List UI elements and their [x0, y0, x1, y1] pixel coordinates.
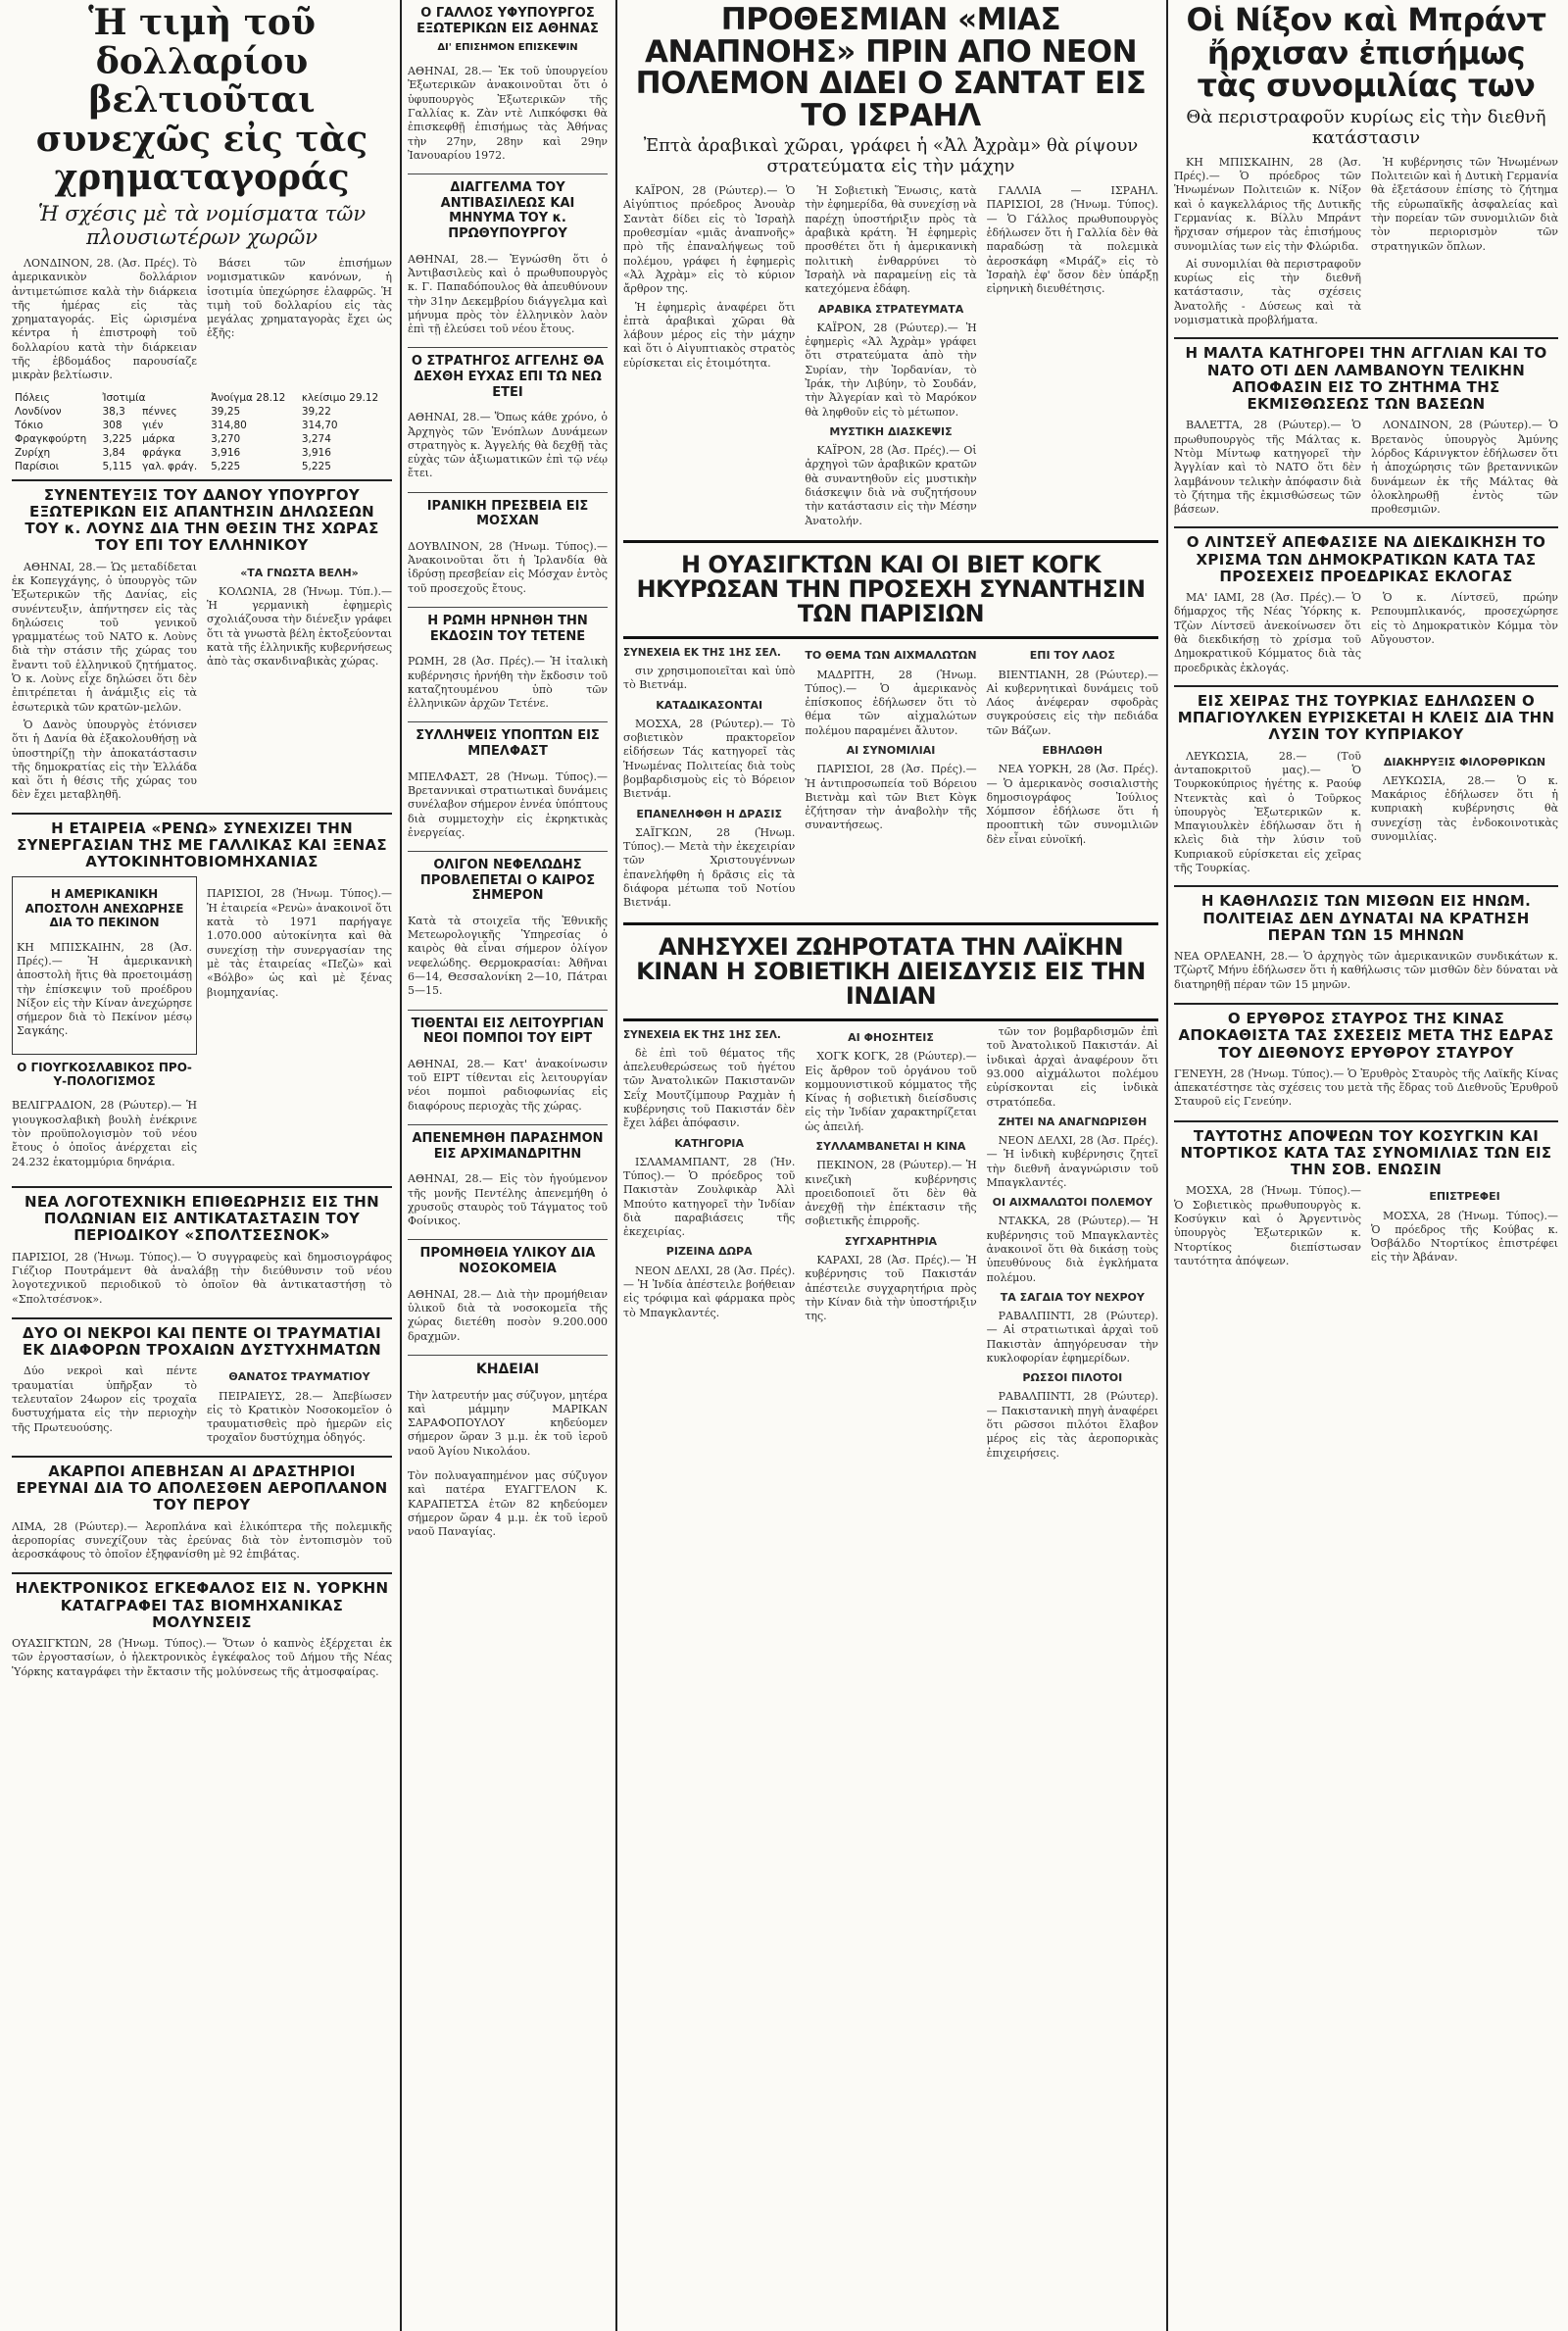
- malta-article: [1174, 345, 1558, 521]
- table-cell: 39,22: [301, 405, 331, 418]
- article-text: ΛΟΝΔΙΝΟΝ, 28. (Ἀσ. Πρές). Τὸ ἀμερικανικὸν δολλάριον ἀντιμετώπισε καλὰ τὴν διάρκεια τῆς ἡμέρας εἰς τὰς χρηματαγοράς. Εἰς ὡρισμένα κέντρα ἡ ἐπιστροφὴ τοῦ δολλαρίου κατὰ τὴν διάρκειαν τῆς ἑβδομάδος παρουσίαζε μικρὰν βελτίωσιν.: [12, 256, 197, 382]
- dollar-article: [12, 4, 392, 473]
- funeral-notice: Τὴν λατρευτήν μας σύζυγον, μητέρα καὶ μάμμην ΜΑΡΙΚΑΝ ΣΑΡΑΦΟΠΟΥΛΟΥ κηδεύομεν σήμερον ὥραν 3 μ.μ. ἐκ τοῦ ἱεροῦ ναοῦ Ἁγίου Νικολάου.: [408, 1388, 608, 1458]
- article-text: Ἡ ἐφημερὶς ἀναφέρει ὅτι ἐπτὰ ἀραβικαὶ χῶραι θὰ λάβουν μέρος εἰς τὴν μάχην καὶ ὅτι ὁ Αἰγυπτιακὸς στρατὸς εὑρίσκεται εἰς ἑτοιμότητα.: [623, 300, 796, 370]
- table-cell: 3,916: [301, 446, 331, 459]
- section-subheading: ΤΟ ΘΕΜΑ ΤΩΝ ΑΙΧΜΑΛΩΤΩΝ: [805, 649, 977, 663]
- article-text: ΜΠΕΛΦΑΣΤ, 28 (Ἡνωμ. Τύπος).— Βρεταννικαὶ στρατιωτικαὶ δυνάμεις συνέλαβον σήμερον ἐννέα ὑπόπτους διὰ συμμετοχὴν εἰς ἐκρηκτικὰς ἐνεργείας.: [408, 769, 608, 839]
- transmitters-article: [408, 1017, 608, 1114]
- table-row: [12, 432, 392, 446]
- article-text: δὲ ἐπὶ τοῦ θέματος τῆς ἀπελευθερώσεως τοῦ ἡγέτου τῶν Ἀνατολικῶν Πακιστανῶν Σεΐχ Μουτζίμπουρ Ραχμὰν ἡ κυβέρνησις τοῦ Πακιστάν δὲν ἔχει λάβει ἀπόφασιν.: [623, 1046, 796, 1130]
- table-cell: 3,84: [102, 446, 125, 459]
- table-row: [12, 446, 392, 460]
- section-subheading: ΑΙ ΦΗΟΣΗΤΕΙΣ: [848, 1031, 934, 1045]
- article-text: ΛΟΝΔΙΝΟΝ, 28 (Ρώυτερ).— Ὁ Βρετανὸς ὑπουργὸς Ἀμύνης λόρδος Κάρινγκτον ἐδήλωσεν ὅτι ἡ ἀποχώρησις τῶν βρεταννικῶν δυνάμεων ἐκ τῆς Μάλτας θὰ ὁλοκληρωθῇ ἐντὸς τῶν προθεσμιῶν.: [1371, 419, 1558, 517]
- article-text: ΒΕΛΙΓΡΑΔΙΟΝ, 28 (Ρώυτερ).— Ἡ γιουγκοσλαβικὴ βουλὴ ἐνέκρινε τὸν προϋπολογισμὸν τοῦ νέου ἔτους ὁ ὁποῖος ἀνέρχεται εἰς 24.232 ἑκατομμύρια δηνάρια.: [12, 1099, 197, 1168]
- article-subheadline: Θὰ περιστραφοῦν κυρίως εἰς τὴν διεθνῆ κατάστασιν: [1186, 106, 1546, 148]
- table-cell: 3,270: [211, 432, 241, 445]
- article-text: ΠΕΙΡΑΙΕΥΣ, 28.— Ἀπεβίωσεν εἰς τὸ Κρατικὸν Νοσοκομεῖον ὁ τραυματισθεὶς πρὸ ἡμερῶν εἰς τροχαῖον δυστύχημα ὁδηγός.: [207, 1389, 392, 1445]
- article-text: ΚΟΛΩΝΙΑ, 28 (Ἡνωμ. Τύπ.).— Ἡ γερμανικὴ ἐφημερὶς σχολιάζουσα τὴν διένεξιν γράφει ὅτι τὰ γνωστὰ βέλη ἐκτοξεύονται κατὰ τῆς ἑλληνικῆς κυβερνήσεως ἀπὸ τὰς σκανδιναβικὰς χώρας.: [207, 584, 392, 669]
- article-text: ΛΕΥΚΩΣΙΑ, 28.— Ὁ κ. Μακάριος ἐδήλωσεν ὅτι ἡ κυπριακὴ κυβέρνησις θὰ συνεχίσῃ τὰς ἐνδοκοινοτικὰς συνομιλίας.: [1371, 773, 1558, 844]
- article-text: ΑΘΗΝΑΙ, 28.— Κατ' ἀνακοίνωσιν τοῦ ΕΙΡΤ τίθενται εἰς λειτουργίαν νέοι πομποὶ ραδιοφωνίας εἰς διαφόρους περιοχὰς τῆς χώρας.: [408, 1057, 608, 1113]
- column-1: [12, 0, 392, 2331]
- article-text: ΠΑΡΙΣΙΟΙ, 28 (Ἡνωμ. Τύπος).— Ἡ ἑταιρεία «Ρενὼ» ἀνακοινοῖ ὅτι κατὰ τὸ 1971 παρήγαγε 1.070.000 αὐτοκίνητα καὶ θὰ συνεχίσῃ τὴν συνεργασίαν της μὲ τὰς ἑταιρείας «Πεζὼ» καὶ «Βόλβο» ὡς καὶ μὲ ξένας βιομηχανίας.: [207, 887, 392, 999]
- section-subheading: ΤΑ ΣΑΓΔΙΑ ΤΟΥ ΝΕΧΡΟΥ: [1000, 1290, 1145, 1304]
- table-row: [12, 460, 392, 473]
- article-headline: ΠΡΟΜΗΘΕΙΑ ΥΛΙΚΟΥ ΔΙΑ ΝΟΣΟΚΟΜΕΙΑ: [419, 1246, 596, 1277]
- article-headline: Ο ΛΙΝΤΣΕΫ ΑΠΕΦΑΣΙΣΕ ΝΑ ΔΙΕΚΔΙΚΗΣΗ ΤΟ ΧΡΙΣΜΑ ΤΩΝ ΔΗΜΟΚΡΑΤΙΚΩΝ ΚΑΤΑ ΤΑΣ ΠΡΟΣΕΧΕΙΣ ΠΡΟΕΔΡΙΚΑΣ ΕΚΛΟΓΑΣ: [1186, 533, 1546, 585]
- article-text: ΠΑΡΙΣΙΟΙ, 28 (Ἡνωμ. Τύπος).— Ὁ συγγραφεὺς καὶ δημοσιογράφος Γιέζιορ Πουτράμεντ θὰ ἀναλάβῃ τὴν διεύθυνσιν τοῦ νέου λογοτεχνικοῦ περιοδικοῦ τὸ ὁποῖον θὰ ἀντικαταστήσῃ τὸ «Σπολτσέσνοκ».: [12, 1250, 392, 1306]
- hospitals-article: [408, 1246, 608, 1343]
- article-text: ΚΑΡΑΧΙ, 28 (Ἀσ. Πρές).— Ἡ κυβέρνησις τοῦ Πακιστάν ἀπέστειλε συγχαρητήρια πρὸς τὴν Κίναν διὰ τὴν ὑποστήριξιν της.: [805, 1253, 977, 1323]
- article-headline: ΔΙΑΓΓΕΛΜΑ ΤΟΥ ΑΝΤΙΒΑΣΙΛΕΩΣ ΚΑΙ ΜΗΝΥΜΑ ΤΟΥ κ. ΠΡΩΘΥΠΟΥΡΓΟΥ: [440, 180, 575, 242]
- table-cell: μάρκα: [142, 432, 175, 445]
- section-subheading: ΕΠΑΝΕΛΗΦΘΗ Η ΔΡΑΣΙΣ: [636, 807, 782, 820]
- section-subheading: ΡΩΣΣΟΙ ΠΙΛΟΤΟΙ: [1022, 1371, 1123, 1385]
- column-rule: [615, 0, 617, 2331]
- salaries-article: [1174, 893, 1558, 992]
- article-text: Ὁ Δανὸς ὑπουργὸς ἐτόνισεν ὅτι ἡ Δανία θὰ ἐξακολουθήσῃ νὰ ὑποστηρίζῃ τὴν ἀποκατάστασιν τῆς δημοκρατίας εἰς τὴν Ἑλλάδα καὶ ὅτι ἡ θέσις τῆς χώρας του δὲν ἔχει μεταβληθῆ.: [12, 718, 197, 802]
- weather-article: [408, 858, 608, 999]
- table-cell: 5,225: [301, 460, 331, 472]
- wishes-article: [408, 354, 608, 480]
- exchange-rate-table: [12, 391, 392, 473]
- article-text: Ἡ Σοβιετικὴ Ἕνωσις, κατὰ τὴν ἐφημερίδα, θὰ συνεχίσῃ νὰ παρέχῃ ὑποστήριξιν πρὸς τὰ ἀραβικὰ κράτη. Ἡ ἐφημερὶς προσθέτει ὅτι ἡ ἀμερικανικὴ πολιτικὴ ἐνθαρρύνει τὸ Ἰσραὴλ νὰ παραμείνῃ εἰς τὰ κατεχόμενα ἐδάφη.: [805, 184, 977, 296]
- article-headline: Η ΕΤΑΙΡΕΙΑ «ΡΕΝΩ» ΣΥΝΕΧΙΖΕΙ ΤΗΝ ΣΥΝΕΡΓΑΣΙΑΝ ΤΗΣ ΜΕ ΓΑΛΛΙΚΑΣ ΚΑΙ ΞΕΝΑΣ ΑΥΤΟΚΙΝΗΤΟΒΙΟΜΗΧΑΝΙΑΣ: [17, 818, 387, 871]
- table-row: [12, 419, 392, 432]
- section-subheading: ΕΒΗΛΩΘΗ: [1042, 744, 1103, 758]
- table-cell: 5,115: [102, 460, 132, 472]
- article-headline: ΑΚΑΡΠΟΙ ΑΠΕΒΗΣΑΝ ΑΙ ΔΡΑΣΤΗΡΙΟΙ ΕΡΕΥΝΑΙ ΔΙΑ ΤΟ ΑΠΟΛΕΣΘΕΝ ΑΕΡΟΠΛΑΝΟΝ ΤΟΥ ΠΕΡΟΥ: [16, 1462, 388, 1514]
- section-heading: ΚΗΔΕΙΑΙ: [475, 1361, 540, 1377]
- sadat-article: [623, 4, 1158, 532]
- article-headline: ΤΑΥΤΟΤΗΣ ΑΠΟΨΕΩΝ ΤΟΥ ΚΟΣΥΓΚΙΝ ΚΑΙ ΝΤΟΡΤΙΚΟΣ ΚΑΤΑ ΤΑΣ ΣΥΝΟΜΙΛΙΑΣ ΤΩΝ ΕΙΣ ΤΗΝ ΣΟΒ. ΕΝΩΣΙΝ: [1180, 1126, 1552, 1179]
- table-header: Πόλεις: [15, 391, 50, 404]
- article-text: ΡΑΒΑΛΠΙΝΤΙ, 28 (Ρώυτερ).— Πακιστανικὴ πηγὴ ἀναφέρει ὅτι ρῶσσοι πιλότοι ἔλαβον μέρος εἰς τὰς ἀεροπορικὰς ἐπιχειρήσεις.: [986, 1390, 1158, 1460]
- article-text: ΝΕΑ ΥΟΡΚΗ, 28 (Ἀσ. Πρές).— Ὁ ἀμερικανὸς σοσιαλιστὴς δημοσιογράφος Ἰούλιος Χόμπσον ἐδήλωσε ὅτι ἡ προοπτικὴ τῶν συνομιλιῶν δὲν εἶναι εὐνοϊκή.: [986, 763, 1158, 846]
- rome-article: [408, 614, 608, 711]
- article-headline: Οἱ Νίξον καὶ Μπράντ ἤρχισαν ἐπισήμως τὰς συνομιλίας των: [1186, 1, 1546, 105]
- section-subheading: ΜΥΣΤΙΚΗ ΔΙΑΣΚΕΨΙΣ: [829, 424, 953, 438]
- article-text: ΒΑΛΕΤΤΑ, 28 (Ρώυτερ).— Ὁ πρωθυπουργὸς τῆς Μάλτας κ. Ντὸμ Μίντωφ κατηγορεῖ τὴν Ἀγγλίαν καὶ τὸ ΝΑΤΟ ὅτι δὲν λαμβάνουν τελικὴν ἀπόφασιν διὰ τὸ ζήτημα τῆς ἐκμισθώσεως τῶν βάσεων.: [1174, 419, 1361, 517]
- poland-article: [12, 1194, 392, 1307]
- article-text: ΚΑΪΡΟΝ, 28 (Ἀσ. Πρές).— Οἱ ἀρχηγοὶ τῶν ἀραβικῶν κρατῶν θὰ συναντηθοῦν εἰς μυστικὴν διάσκεψιν διὰ νὰ συζητήσουν τὴν κατάστασιν εἰς τὴν Μέσην Ἀνατολήν.: [805, 444, 977, 527]
- article-text: ΔΟΥΒΛΙΝΟΝ, 28 (Ἡνωμ. Τύπος).— Ἀνακοινοῦται ὅτι ἡ Ἰρλανδία θὰ ἱδρύσῃ πρεσβείαν εἰς Μόσχαν ἐντὸς τοῦ προσεχοῦς ἔτους.: [408, 539, 608, 595]
- table-cell: 3,274: [301, 432, 331, 445]
- renault-article: [12, 820, 392, 1180]
- table-cell: Τόκιο: [15, 419, 44, 431]
- article-text: ΑΘΗΝΑΙ, 28.— Ἐγνώσθη ὅτι ὁ Ἀντιβασιλεὺς καὶ ὁ πρωθυπουργὸς κ. Γ. Παπαδόπουλος θὰ ἀπευθύνουν τὴν 31ην Δεκεμβρίου διάγγελμα καὶ μήνυμα πρὸς τὸν ἑλληνικὸν λαὸν ἐπὶ τῇ ἐλεύσει τοῦ νέου ἔτους.: [408, 252, 608, 336]
- article-text: Δύο νεκροὶ καὶ πέντε τραυματίαι ὑπῆρξαν τὸ τελευταῖον 24ωρον εἰς τροχαῖα δυστυχήματα εἰς τὴν περιοχὴν τῆς Πρωτευούσης.: [12, 1364, 197, 1434]
- article-text: ΜΟΣΧΑ, 28 (Ἡνωμ. Τύπος).— Ὁ πρόεδρος τῆς Κούβας κ. Ὀσβάλδο Ντορτίκος ἐπιστρέφει εἰς τὴν Ἀβάναν.: [1371, 1209, 1558, 1265]
- lindsay-article: [1174, 534, 1558, 679]
- article-text: Ἡ κυβέρνησις τῶν Ἡνωμένων Πολιτειῶν καὶ ἡ Δυτικὴ Γερμανία θὰ ἐξετάσουν ἐπίσης τὸ ζήτημα τῆς εὐρωπαϊκῆς ἀσφαλείας καὶ τὴν πορείαν τῶν συνομιλιῶν διὰ τὸν περιορισμὸν τῶν στρατηγικῶν ὅπλων.: [1371, 155, 1558, 253]
- article-headline: Η ΜΑΛΤΑ ΚΑΤΗΓΟΡΕΙ ΤΗΝ ΑΓΓΛΙΑΝ ΚΑΙ ΤΟ ΝΑΤΟ ΟΤΙ ΔΕΝ ΛΑΜΒΑΝΟΥΝ ΤΕΛΙΚΗΝ ΑΠΟΦΑΣΙΝ ΕΙΣ ΤΟ ΖΗΤΗΜΑ ΤΗΣ ΕΚΜΙΣΘΩΣΕΩΣ ΤΩΝ ΒΑΣΕΩΝ: [1185, 344, 1547, 414]
- article-headline: Ἡ τιμὴ τοῦ δολλαρίου βελτιοῦται συνεχῶς εἰς τὰς χρηματαγοράς: [35, 2, 368, 199]
- article-headline: ΝΕΑ ΛΟΓΟΤΕΧΝΙΚΗ ΕΠΙΘΕΩΡΗΣΙΣ ΕΙΣ ΤΗΝ ΠΟΛΩΝΙΑΝ ΕΙΣ ΑΝΤΙΚΑΤΑΣΤΑΣΙΝ ΤΟΥ ΠΕΡΙΟΔΙΚΟΥ «ΣΠΟΛΤΣΕΣΝΟΚ»: [24, 1192, 379, 1245]
- article-text: ΑΘΗΝΑΙ, 28.— Ὡς μεταδίδεται ἐκ Κοπεγχάγης, ὁ ὑπουργὸς τῶν Ἐξωτερικῶν τῆς Δανίας, εἰς συνέντευξιν, ἀπήντησεν εἰς τὰς δηλώσεις τοῦ γενικοῦ γραμματέως τοῦ ΝΑΤΟ κ. Λοὺνς διὰ τὴν στάσιν τῆς χώρας του ἔναντι τοῦ ἑλληνικοῦ ζητήματος. Ὁ κ. Λοὺνς εἶχε δηλώσει ὅτι δὲν ἐπιτρέπεται ἡ ἀνάμιξις εἰς τὰ ἐσωτερικὰ τῶν κρατῶν-μελῶν.: [12, 560, 197, 714]
- article-headline: ΑΝΗΣΥΧΕΙ ΖΩΗΡΟΤΑΤΑ ΤΗΝ ΛΑΪΚΗΝ ΚΙΝΑΝ Η ΣΟΒΙΕΤΙΚΗ ΔΙΕΙΣΔΥΣΙΣ ΕΙΣ ΤΗΝ ΙΝΔΙΑΝ: [636, 932, 1146, 1010]
- india-article: [623, 922, 1158, 1022]
- article-text: ΝΕΟΝ ΔΕΛΧΙ, 28 (Ἀσ. Πρές).— Ἡ ἰνδικὴ κυβέρνησις ζητεῖ τὴν διεθνῆ ἀναγνώρισιν τοῦ Μπαγκλαντές.: [986, 1134, 1158, 1189]
- article-text: ΑΘΗΝΑΙ, 28.— Ἐκ τοῦ ὑπουργείου Ἐξωτερικῶν ἀνακοινοῦται ὅτι ὁ ὑφυπουργὸς Ἐξωτερικῶν τῆς Γαλλίας κ. Ζὰν ντὲ Λιπκόφσκι θὰ ἐπισκεφθῇ ἐπισήμως τὰς Ἀθήνας τὴν 27ην, 28ην καὶ 29ην Ἰανουαρίου 1972.: [408, 65, 608, 162]
- table-cell: 3,916: [211, 446, 241, 459]
- section-subheading: ΑΙ ΣΥΝΟΜΙΛΙΑΙ: [846, 744, 936, 758]
- continuation-label: ΣΥΝΕΧΕΙΑ ΕΚ ΤΗΣ 1ΗΣ ΣΕΛ.: [623, 647, 781, 660]
- section-subheading: ΑΡΑΒΙΚΑ ΣΤΡΑΤΕΥΜΑΤΑ: [817, 302, 964, 316]
- section-subheading: ΚΑΤΗΓΟΡΙΑ: [674, 1136, 745, 1150]
- article-headline: Η ΡΩΜΗ ΗΡΝΗΘΗ ΤΗΝ ΕΚΔΟΣΙΝ ΤΟΥ ΤΕΤΕΝΕ: [427, 614, 588, 644]
- section-subheading: ΔΙΑΚΗΡΥΞΙΣ ΦΙΛΟΡΘΡΙΚΩΝ: [1383, 755, 1546, 769]
- article-text: Βάσει τῶν ἐπισήμων νομισματικῶν κανόνων, ἡ ἰσοτιμία ὑπεχώρησε ἐλαφρῶς. Ἡ τιμὴ τοῦ δολλαρίου εἰς τὰς μεγάλας χρηματαγορὰς ἔχει ὡς ἑξῆς:: [207, 256, 392, 340]
- funerals-section: [408, 1362, 608, 1540]
- article-text: ΙΣΛΑΜΑΜΠΑΝΤ, 28 (Ἡν. Τύπος).— Ὁ πρόεδρος τοῦ Πακιστὰν Ζουλφικὰρ Ἀλὶ Μπούτο κατηγορεῖ τὴν Ἰνδίαν διὰ παραβιάσεις τῆς ἐκεχειρίας.: [623, 1155, 796, 1239]
- column-rule: [400, 0, 402, 2331]
- table-cell: πέννες: [142, 405, 177, 418]
- cyprus-article: [1174, 693, 1558, 879]
- section-subheading: ΚΑΤΑΔΙΚΑΣΟΝΤΑΙ: [656, 698, 763, 712]
- article-text: ΝΕΟΝ ΔΕΛΧΙ, 28 (Ἀσ. Πρές).— Ἡ Ἰνδία ἀπέστειλε βοήθειαν εἰς τρόφιμα καὶ φάρμακα πρὸς τὸ Μπαγκλαντές.: [623, 1264, 796, 1319]
- table-cell: Φραγκφούρτη: [15, 432, 87, 445]
- nixon-brandt-article: [1174, 1, 1558, 331]
- section-subheading: ΖΗΤΕΙ ΝΑ ΑΝΑΓΝΩΡΙΣΘΗ: [998, 1115, 1148, 1128]
- continuation-label: ΣΥΝΕΧΕΙΑ ΕΚ ΤΗΣ 1ΗΣ ΣΕΛ.: [623, 1029, 781, 1042]
- section-subheading: ΘΑΝΑΤΟΣ ΤΡΑΥΜΑΤΙΟΥ: [228, 1370, 370, 1384]
- archimandrite-article: [408, 1131, 608, 1228]
- article-text: ΛΙΜΑ, 28 (Ρώυτερ).— Ἀεροπλάνα καὶ ἑλικόπτερα τῆς πολεμικῆς ἀεροπορίας συνεχίζουν τὰς ἐρεύνας διὰ τὸν ἐντοπισμὸν τοῦ ἀεροσκάφους τὸ ὁποῖον ἐξηφανίσθη μὲ 92 ἐπιβάτας.: [12, 1519, 392, 1562]
- article-subheadline: Ἡ σχέσις μὲ τὰ νομίσματα τῶν πλουσιωτέρων χωρῶν: [37, 201, 367, 249]
- section-subheading: ΣΥΛΛΑΜΒΑΝΕΤΑΙ Η ΚΙΝΑ: [815, 1140, 966, 1154]
- article-text: ΜΟΣΧΑ, 28 (Ρώυτερ).— Τὸ σοβιετικὸν πρακτορεῖον εἰδήσεων Τάς κατηγορεῖ τὰς Ἡνωμένας Πολιτείας διὰ τοὺς βομβαρδισμοὺς εἰς τὸ Βόρειον Βιετνάμ.: [623, 717, 796, 801]
- article-text: ΚΑΪΡΟΝ, 28 (Ρώυτερ).— Ἡ ἐφημερὶς «Ἀλ Ἀχρὰμ» γράφει ὅτι στρατεύματα ἀπὸ τὴν Συρίαν, τὴν Ἰορδανίαν, τὸ Ἰράκ, τὴν Λιβύην, τὸ Σουδάν, τὴν Ἀλγερίαν καὶ τὸ Μαρόκον θὰ ληφθοῦν εἰς τὸ μέτωπον.: [805, 321, 977, 419]
- table-header: Ἰσοτιμία: [102, 391, 146, 404]
- section-subheading: ΕΠΙ ΤΟΥ ΛΑΟΣ: [1029, 649, 1115, 663]
- article-text: ΛΕΥΚΩΣΙΑ, 28.— (Τοῦ ἀνταποκριτοῦ μας).— Ὁ Τουρκοκύπριος ἡγέτης κ. Ραούφ Ντενκτὰς καὶ ὁ Τοῦρκος ὑπουργὸς Ἐξωτερικῶν κ. Μπαγιουλκὲν ἐδήλωσαν ὅτι ἡ κλεὶς διὰ τὴν λύσιν τοῦ Κυπριακοῦ εὑρίσκεται εἰς χεῖρας τῆς Τουρκίας.: [1174, 749, 1361, 875]
- table-cell: 39,25: [211, 405, 241, 418]
- article-text: ΣΑΪΓΚΩΝ, 28 (Ἡνωμ. Τύπος).— Μετὰ τὴν ἐκεχειρίαν τῶν Χριστουγέννων ἐπανελήφθη ἡ δρᾶσις εἰς τὰ διάφορα μέτωπα τοῦ Νοτίου Βιετνάμ.: [623, 825, 796, 910]
- article-text: ΠΑΡΙΣΙΟΙ, 28 (Ἀσ. Πρές).— Ἡ ἀντιπροσωπεία τοῦ Βόρειου Βιετνὰμ καὶ τῶν Βιετ Κὸγκ ἐζήτησαν τὴν ἀναβολὴν τῆς συναντήσεως.: [805, 763, 977, 832]
- table-cell: Λονδίνον: [15, 405, 62, 418]
- article-text: ΚΗ ΜΠΙΣΚΑΙΗΝ, 28 (Ἀσ. Πρές).— Ὁ πρόεδρος τῶν Ἡνωμένων Πολιτειῶν κ. Νίξον καὶ ὁ καγκελλάριος τῆς Δυτικῆς Γερμανίας κ. Βίλλυ Μπράντ ἤρχισαν σήμερον τὰς ἐπισήμους συνομιλίας των εἰς τὴν Φλώριδα.: [1174, 155, 1361, 253]
- danish-minister-article: [12, 487, 392, 807]
- table-header: κλείσιμο 29.12: [301, 391, 379, 404]
- article-headline: ΕΙΣ ΧΕΙΡΑΣ ΤΗΣ ΤΟΥΡΚΙΑΣ ΕΔΗΛΩΣΕΝ Ο ΜΠΑΓΙΟΥΛΚΕΝ ΕΥΡΙΣΚΕΤΑΙ Η ΚΛΕΙΣ ΔΙΑ ΤΗΝ ΛΥΣΙΝ ΤΟΥ ΚΥΠΡΙΑΚΟΥ: [1177, 691, 1555, 744]
- column-3: [623, 0, 1158, 2331]
- article-headline: ΤΙΘΕΝΤΑΙ ΕΙΣ ΛΕΙΤΟΥΡΓΙΑΝ ΝΕΟΙ ΠΟΜΠΟΙ ΤΟΥ ΕΙΡΤ: [411, 1016, 605, 1047]
- article-text: ΜΑΔΡΙΤΗ, 28 (Ἡνωμ. Τύπος).— Ὁ ἀμερικανὸς ἐπίσκοπος ἐδήλωσεν ὅτι τὸ θέμα τῶν αἰχμαλώτων πολέμου παραμένει ἄλυτον.: [805, 668, 977, 737]
- table-row: [12, 405, 392, 419]
- article-text: ΓΑΛΛΙΑ — ΙΣΡΑΗΛ. ΠΑΡΙΣΙΟΙ, 28 (Ἡνωμ. Τύπος).— Ὁ Γάλλος πρωθυπουργὸς ἐδήλωσεν ὅτι ἡ Γαλλία δὲν θὰ παραδώσῃ τὰ πολεμικὰ ἀεροσκάφη «Μιράζ» εἰς τὸ Ἰσραὴλ ἐφ' ὅσον δὲν ὑπάρξῃ εἰρηνικὴ διευθέτησις.: [986, 184, 1158, 296]
- article-headline: ΑΠΕΝΕΜΗΘΗ ΠΑΡΑΣΗΜΟΝ ΕΙΣ ΑΡΧΙΜΑΝΔΡΙΤΗΝ: [412, 1131, 604, 1162]
- decree-article: [408, 180, 608, 336]
- article-text: ΝΕΑ ΟΡΛΕΑΝΗ, 28.— Ὁ ἀρχηγὸς τῶν ἀμερικανικῶν συνδικάτων κ. Τζὼρτζ Μήνυ ἐδήλωσεν ὅτι ἡ καθήλωσις τῶν μισθῶν δὲν δύναται νὰ διατηρηθῇ πέραν τῶν 15 μηνῶν.: [1174, 950, 1558, 991]
- article-headline: Η ΟΥΑΣΙΓΚΤΩΝ ΚΑΙ ΟΙ ΒΙΕΤ ΚΟΓΚ ΗΚΥΡΩΣΑΝ ΤΗΝ ΠΡΟΣΕΧΗ ΣΥΝΑΝΤΗΣΙΝ ΤΩΝ ΠΑΡΙΣΙΩΝ: [636, 550, 1146, 628]
- column-4: [1174, 0, 1558, 2331]
- article-text: ΧΟΓΚ ΚΟΓΚ, 28 (Ρώυτερ).— Εἰς ἄρθρον τοῦ ὀργάνου τοῦ κομμουνιστικοῦ κόμματος τῆς Κίνας ἡ σοβιετικὴ διείσδυσις εἰς τὴν Ἰνδίαν χαρακτηρίζεται ὡς ἀπειλή.: [805, 1050, 977, 1133]
- table-cell: Ζυρίχη: [15, 446, 51, 459]
- column-2: [408, 0, 608, 2331]
- article-text: ΚΗ ΜΠΙΣΚΑΙΗΝ, 28 (Ἀσ. Πρές).— Ἡ ἀμερικανικὴ ἀποστολὴ ἥτις θὰ προετοιμάσῃ τὴν ἐπίσκεψιν τοῦ προέδρου Νίξον εἰς τὴν Κίναν ἀνεχώρησε σήμερον διὰ τὸ Πεκίνον μέσῳ Σαγκάης.: [17, 940, 192, 1038]
- table-cell: 3,225: [102, 432, 132, 445]
- article-kicker: ΔΙ' ΕΠΙΣΗΜΟΝ ΕΠΙΣΚΕΨΙΝ: [437, 42, 578, 54]
- kosygin-article: [1174, 1128, 1558, 1273]
- article-text: ΜΟΣΧΑ, 28 (Ἡνωμ. Τύπος).— Ὁ Σοβιετικὸς πρωθυπουργὸς κ. Κοσύγκιν καὶ ὁ Ἀργεντινὸς ὑπουργὸς Ἐξωτερικῶν κ. Ντορτίκος διεπίστωσαν ταυτότητα ἀπόψεων.: [1174, 1184, 1361, 1267]
- article-text: ΡΩΜΗ, 28 (Ἀσ. Πρές).— Ἡ ἰταλικὴ κυβέρνησις ἠρνήθη τὴν ἔκδοσιν τοῦ καταζητουμένου ὑπὸ τῶν ἑλληνικῶν ἀρχῶν Τετένε.: [408, 655, 608, 711]
- section-subheading: ΡΙΖΕΙΝΑ ΔΩΡΑ: [665, 1245, 753, 1259]
- article-text: Ὁ κ. Λίντσεϋ, πρώην Ρεπουμπλικανός, προσεχώρησε εἰς τὸ Δημοκρατικὸν Κόμμα τὸν Αὔγουστον.: [1371, 591, 1558, 647]
- french-minister-article: [408, 6, 608, 163]
- article-text: ΓΕΝΕΥΗ, 28 (Ἡνωμ. Τύπος).— Ὁ Ἐρυθρὸς Σταυρὸς τῆς Λαϊκῆς Κίνας ἀπεκατέστησε τὰς σχέσεις του μετὰ τῆς ἕδρας τοῦ Διεθνοῦς Ἐρυθροῦ Σταυροῦ εἰς Γενεύην.: [1174, 1066, 1558, 1109]
- table-cell: 308: [102, 419, 122, 431]
- article-text: ΝΤΑΚΚΑ, 28 (Ρώυτερ).— Ἡ κυβέρνησις τοῦ Μπαγκλαντὲς ἀνακοινοῖ ὅτι θὰ δικάσῃ τοὺς ὑπευθύνους διὰ ἐγκλήματα πολέμου.: [986, 1215, 1158, 1284]
- accidents-article: [12, 1325, 392, 1450]
- article-text: Κατὰ τὰ στοιχεῖα τῆς Ἐθνικῆς Μετεωρολογικῆς Ὑπηρεσίας ὁ καιρὸς θὰ εἶναι σήμερον ὀλίγον νεφελώδης. Θερμοκρασίαι: Ἀθῆναι 6—14, Θεσσαλονίκη 2—10, Πάτραι 5—15.: [408, 914, 608, 998]
- column-rule: [1166, 0, 1168, 2331]
- article-text: ΚΑΪΡΟΝ, 28 (Ρώυτερ).— Ὁ Αἰγύπτιος πρόεδρος Ἀνουὰρ Σαντὰτ δίδει εἰς τὸ Ἰσραὴλ προθεσμίαν «μιᾶς ἀναπνοῆς» πρὸ τῆς ἐπαναλήψεως τοῦ πολέμου, γράφει ἡ ἐφημερὶς «Ἀλ Ἀχρὰμ» εἰς τὸ κύριον ἄρθρον της.: [623, 184, 796, 296]
- article-headline: ΟΛΙΓΟΝ ΝΕΦΕΛΩΔΗΣ ΠΡΟΒΛΕΠΕΤΑΙ Ο ΚΑΙΡΟΣ ΣΗΜΕΡΟΝ: [419, 858, 596, 904]
- section-subheading: ΣΥΓΧΑΡΗΤΗΡΙΑ: [844, 1234, 938, 1248]
- table-cell: Παρίσιοι: [15, 460, 60, 472]
- table-cell: 38,3: [102, 405, 125, 418]
- table-cell: 314,70: [301, 419, 338, 431]
- article-text: τῶν τον βομβαρδισμῶν ἐπὶ τοῦ Ἀνατολικοῦ Πακιστάν. Αἱ ἰνδικαὶ ἀρχαὶ ἀναφέρουν ὅτι 93.000 αἰχμάλωτοι πολέμου εὑρίσκονται εἰς ἰνδικὰ στρατόπεδα.: [986, 1025, 1158, 1109]
- table-header: Ἀνοίγμα 28.12: [211, 391, 286, 404]
- iran-article: [408, 499, 608, 596]
- funeral-notice: Τὸν πολυαγαπημένον μας σύζυγον καὶ πατέρα ΕΥΑΓΓΕΛΟΝ Κ. ΚΑΡΑΠΕΤΣΑ ἐτῶν 82 κηδεύομεν σήμερον ὥραν 4 μ.μ. ἐκ τοῦ ἱεροῦ ναοῦ Παναγίας.: [408, 1469, 608, 1539]
- article-text: Αἱ συνομιλίαι θὰ περιστραφοῦν κυρίως εἰς τὴν διεθνῆ κατάστασιν, τὰς σχέσεις Ἀνατολῆς - Δύσεως καὶ τὰ νομισματικὰ προβλήματα.: [1174, 257, 1361, 327]
- section-subheading: ΕΠΙΣΤΡΕΦΕΙ: [1429, 1190, 1500, 1204]
- table-cell: φράγκα: [142, 446, 181, 459]
- table-cell: 314,80: [211, 419, 247, 431]
- article-text: σιν χρησιμοποιεῖται καὶ ὑπὸ τὸ Βιετνάμ.: [623, 665, 796, 692]
- section-subheading: Ο ΓΙΟΥΓΚΟΣΛΑΒΙΚΟΣ ΠΡΟ-Υ-ΠΟΛΟΓΙΣΜΟΣ: [17, 1060, 192, 1089]
- article-text: ΠΕΚΙΝΟΝ, 28 (Ρώυτερ).— Ἡ κινεζικὴ κυβέρνησις προειδοποιεῖ ὅτι δὲν θὰ ἀνεχθῇ τὴν ἐπέκτασιν τῆς σοβιετικῆς ἐπιρροῆς.: [805, 1159, 977, 1228]
- article-text: ΡΑΒΑΛΠΙΝΤΙ, 28 (Ρώυτερ).— Αἱ στρατιωτικαὶ ἀρχαὶ τοῦ Πακιστὰν ἀπηγόρευσαν τὴν κυκλοφορίαν ἐφημερίδων.: [986, 1310, 1158, 1364]
- article-text: ΑΘΗΝΑΙ, 28.— Εἰς τὸν ἡγούμενον τῆς μονῆς Πεντέλης ἀπενεμήθη ὁ χρυσοῦς σταυρὸς τοῦ Τάγματος τοῦ Φοίνικος.: [408, 1172, 608, 1228]
- red-cross-article: [1174, 1011, 1558, 1110]
- section-subheading: ΟΙ ΑΙΧΜΑΛΩΤΟΙ ΠΟΛΕΜΟΥ: [992, 1196, 1152, 1210]
- table-cell: γιέν: [142, 419, 164, 431]
- article-text: ΟΥΑΣΙΓΚΤΩΝ, 28 (Ἡνωμ. Τύπος).— Ὅτων ὁ καπνὸς ἐξέρχεται ἐκ τῶν ἐργοστασίων, ὁ ἠλεκτρονικὸς ἐγκέφαλος τοῦ Δήμου τῆς Νέας Ὑόρκης καταγράφει τὴν ἔκτασιν τῆς μολύνσεως τῆς ἀτμοσφαίρας.: [12, 1637, 392, 1678]
- article-headline: ΙΡΑΝΙΚΗ ΠΡΕΣΒΕΙΑ ΕΙΣ ΜΟΣΧΑΝ: [426, 498, 589, 529]
- table-cell: γαλ. φράγ.: [142, 460, 198, 472]
- article-text: ΑΘΗΝΑΙ, 28.— Διὰ τὴν προμήθειαν ὑλικοῦ διὰ τὰ νοσοκομεῖα τῆς χώρας διετέθη ποσὸν 9.200.000 δραχμῶν.: [408, 1287, 608, 1343]
- peru-article: [12, 1463, 392, 1562]
- article-headline: Ο ΕΡΥΘΡΟΣ ΣΤΑΥΡΟΣ ΤΗΣ ΚΙΝΑΣ ΑΠΟΚΑΘΙΣΤΑ ΤΑΣ ΣΧΕΣΕΙΣ ΜΕΤΑ ΤΗΣ ΕΔΡΑΣ ΤΟΥ ΔΙΕΘΝΟΥΣ ΕΡΥΘΡΟΥ ΣΤΑΥΡΟΥ: [1178, 1010, 1554, 1062]
- article-headline: ΠΡΟΘΕΣΜΙΑΝ «ΜΙΑΣ ΑΝΑΠΝΟΗΣ» ΠΡΙΝ ΑΠΟ ΝΕΟΝ ΠΟΛΕΜΟΝ ΔΙΔΕΙ Ο ΣΑΝΤΑΤ ΕΙΣ ΤΟ ΙΣΡΑΗΛ: [635, 2, 1147, 133]
- article-headline: ΣΥΝΕΝΤΕΥΞΙΣ ΤΟΥ ΔΑΝΟΥ ΥΠΟΥΡΓΟΥ ΕΞΩΤΕΡΙΚΩΝ ΕΙΣ ΑΠΑΝΤΗΣΙΝ ΔΗΛΩΣΕΩΝ ΤΟΥ κ. ΛΟΥΝΣ ΔΙΑ ΤΗΝ ΘΕΣΙΝ ΤΗΣ ΧΩΡΑΣ ΤΟΥ ΕΠΙ ΤΟΥ ΕΛΛΗΝΙΚΟΥ: [24, 485, 379, 555]
- article-headline: ΔΥΟ ΟΙ ΝΕΚΡΟΙ ΚΑΙ ΠΕΝΤΕ ΟΙ ΤΡΑΥΜΑΤΙΑΙ ΕΚ ΔΙΑΦΟΡΩΝ ΤΡΟΧΑΙΩΝ ΔΥΣΤΥΧΗΜΑΤΩΝ: [22, 1323, 382, 1360]
- article-text: ΑΘΗΝΑΙ, 28.— Ὅπως κάθε χρόνο, ὁ Ἀρχηγὸς τῶν Ἐνόπλων Δυνάμεων στρατηγὸς κ. Ἀγγελής θὰ δεχθῇ τὰς εὐχὰς τῶν ἀξιωματικῶν ἐπὶ τῷ νέῳ ἔτει.: [408, 411, 608, 480]
- article-subheadline: Ἐπτὰ ἀραβικαὶ χῶραι, γράφει ἡ «Ἀλ Ἀχρὰμ» θὰ ρίψουν στρατεύματα εἰς τὴν μάχην: [643, 135, 1139, 177]
- table-cell: 5,225: [211, 460, 241, 472]
- belfast-article: [408, 728, 608, 840]
- section-subheading: «ΤΑ ΓΝΩΣΤΑ ΒΕΛΗ»: [240, 566, 359, 579]
- newyork-article: [12, 1580, 392, 1679]
- article-headline: Η ΚΑΘΗΛΩΣΙΣ ΤΩΝ ΜΙΣΘΩΝ ΕΙΣ ΗΝΩΜ. ΠΟΛΙΤΕΙΑΣ ΔΕΝ ΔΥΝΑΤΑΙ ΝΑ ΚΡΑΤΗΣΗ ΠΕΡΑΝ ΤΩΝ 15 ΜΗΝΩΝ: [1200, 892, 1532, 944]
- article-headline: Ο ΓΑΛΛΟΣ ΥΦΥΠΟΥΡΓΟΣ ΕΞΩΤΕΡΙΚΩΝ ΕΙΣ ΑΘΗΝΑΣ: [416, 6, 599, 36]
- article-headline: ΣΥΛΛΗΨΕΙΣ ΥΠΟΠΤΩΝ ΕΙΣ ΜΠΕΛΦΑΣΤ: [416, 728, 600, 760]
- boxed-headline: Η ΑΜΕΡΙΚΑΝΙΚΗ ΑΠΟΣΤΟΛΗ ΑΝΕΧΩΡΗΣΕ ΔΙΑ ΤΟ ΠΕΚΙΝΟΝ: [24, 887, 184, 930]
- article-headline: ΗΛΕΚΤΡΟΝΙΚΟΣ ΕΓΚΕΦΑΛΟΣ ΕΙΣ Ν. ΥΟΡΚΗΝ ΚΑΤΑΓΡΑΦΕΙ ΤΑΣ ΒΙΟΜΗΧΑΝΙΚΑΣ ΜΟΛΥΝΣΕΙΣ: [15, 1579, 389, 1631]
- article-headline: Ο ΣΤΡΑΤΗΓΟΣ ΑΓΓΕΛΗΣ ΘΑ ΔΕΧΘΗ ΕΥΧΑΣ ΕΠΙ ΤΩ ΝΕΩ ΕΤΕΙ: [411, 354, 605, 400]
- article-text: ΜΑ' ΙΑΜΙ, 28 (Ἀσ. Πρές).— Ὁ δήμαρχος τῆς Νέας Ὑόρκης κ. Τζὼν Λίντσεϋ ἀνεκοίνωσεν ὅτι θὰ διεκδικήσῃ τὸ χρίσμα τοῦ Δημοκρατικοῦ Κόμματος διὰ τὰς προεδρικὰς ἐκλογάς.: [1174, 591, 1361, 674]
- vietnam-article: [623, 540, 1158, 640]
- article-text: ΒΙΕΝΤΙΑΝΗ, 28 (Ρώυτερ).— Αἱ κυβερνητικαὶ δυνάμεις τοῦ Λάος ἀνέφεραν σφοδρὰς συγκρούσεις εἰς τὴν πεδιάδα τῶν Βάζων.: [986, 668, 1158, 737]
